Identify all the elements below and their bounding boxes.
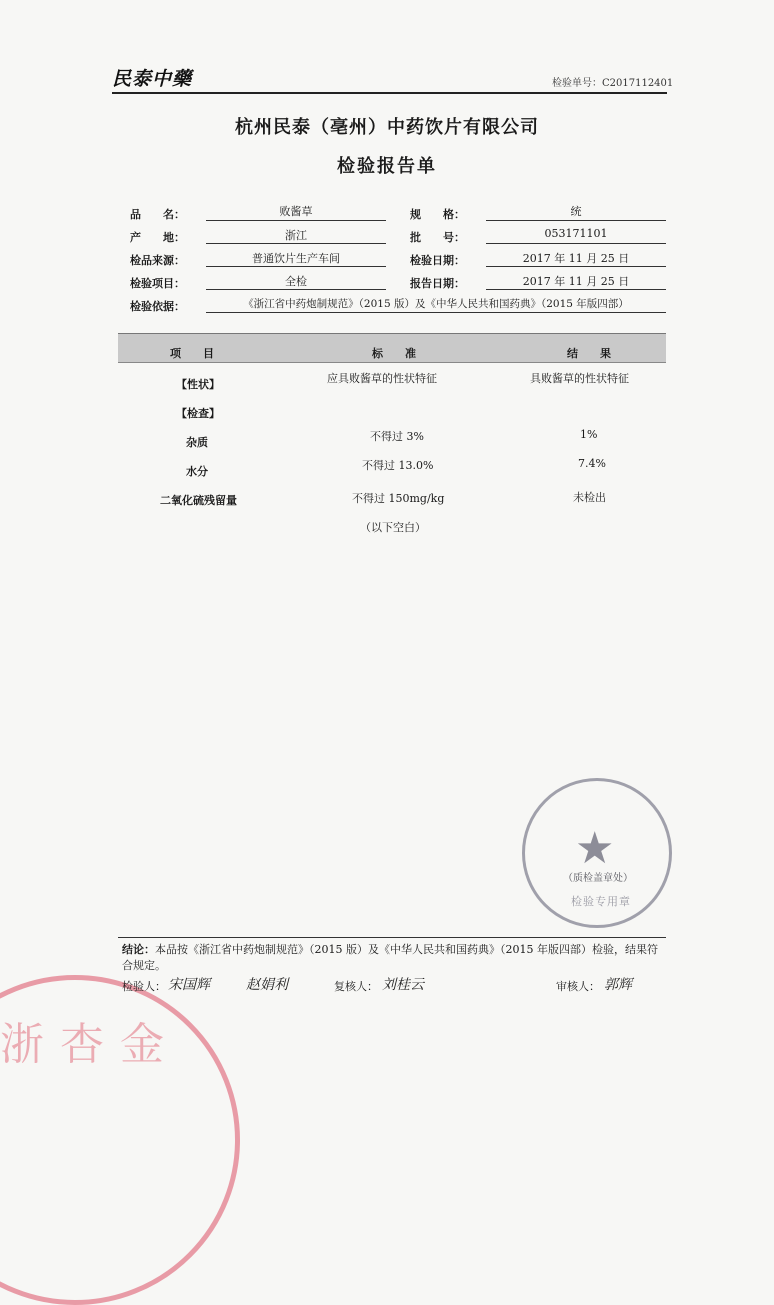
header-divider [112, 92, 667, 94]
inspect-date-value: 2017 年 11 月 25 日 [522, 252, 630, 265]
inspector-label: 检验人： [122, 980, 166, 993]
company-logo: 民泰中藥 [112, 68, 193, 90]
report-date-value: 2017 年 11 月 25 日 [522, 275, 630, 288]
basis-underline [206, 312, 666, 313]
inspector-signature-1: 宋国辉 [168, 977, 210, 993]
row-moisture-standard: 不得过 13.0% [362, 459, 434, 472]
spec-underline [486, 220, 666, 221]
row-appearance-result: 具败酱草的性状特征 [530, 372, 629, 385]
row-impurity-item: 杂质 [186, 436, 208, 449]
quality-stamp [522, 778, 672, 928]
items-underline [206, 289, 386, 290]
company-name: 杭州民泰（亳州）中药饮片有限公司 [235, 117, 539, 138]
batch-underline [486, 243, 666, 244]
header-item: 项 目 [170, 347, 214, 360]
conclusion-text: 本品按《浙江省中药炮制规范》（2015 版）及《中华人民共和国药典》（2015 年版四部）检验，结果符合规定。 [122, 943, 658, 972]
inspector-signature-2: 赵娟利 [246, 977, 288, 993]
inspect-date-label: 检验日期： [410, 254, 465, 267]
approver-signature: 郭辉 [604, 977, 632, 993]
spec-value: 统 [570, 205, 582, 218]
row-so2-item: 二氧化硫残留量 [160, 494, 237, 507]
header-standard: 标 准 [372, 347, 416, 360]
row-so2-standard: 不得过 150mg/kg [352, 492, 445, 505]
report-date-underline [486, 289, 666, 290]
stamp-bottom-text: 检验专用章 [571, 895, 631, 908]
items-label: 检验项目： [130, 277, 185, 290]
items-value: 全检 [285, 275, 307, 288]
stamp-star-icon: ★ [575, 823, 615, 874]
row-moisture-item: 水分 [186, 465, 208, 478]
batch-label: 批 号： [410, 231, 465, 244]
source-underline [206, 266, 386, 267]
row-appearance-standard: 应具败酱草的性状特征 [327, 372, 437, 385]
stamp-sub-text: （质检盖章处） [563, 873, 633, 884]
report-date-label: 报告日期： [410, 277, 465, 290]
red-seal-lettering: 浙杏金 [0, 1019, 180, 1070]
source-value: 普通饮片生产车间 [252, 252, 340, 265]
origin-value: 浙江 [285, 229, 307, 242]
end-note: （以下空白） [360, 521, 426, 534]
row-appearance-item: 【性状】 [176, 378, 220, 391]
reviewer-label: 复核人： [334, 980, 378, 993]
product-label: 品 名： [130, 208, 185, 221]
row-check-item: 【检查】 [176, 407, 220, 420]
basis-value: 《浙江省中药炮制规范》（2015 版）及《中华人民共和国药典》（2015 年版四部） [243, 298, 629, 310]
reviewer-signature: 刘桂云 [382, 977, 424, 993]
row-impurity-result: 1% [580, 428, 598, 441]
document-title: 检验报告单 [337, 156, 437, 177]
origin-label: 产 地： [130, 231, 185, 244]
spec-label: 规 格： [410, 208, 465, 221]
header-result: 结 果 [567, 347, 611, 360]
row-impurity-standard: 不得过 3% [370, 430, 424, 443]
product-value: 败酱草 [279, 205, 313, 218]
row-moisture-result: 7.4% [578, 457, 606, 470]
report-number: 检验单号：C2017112401 [552, 78, 674, 89]
conclusion-label: 结论： [122, 943, 155, 956]
approver-label: 审核人： [556, 980, 600, 993]
source-label: 检品来源： [130, 254, 185, 267]
product-underline [206, 220, 386, 221]
row-so2-result: 未检出 [573, 491, 606, 504]
inspect-date-underline [486, 266, 666, 267]
origin-underline [206, 243, 386, 244]
conclusion-divider [118, 937, 666, 938]
conclusion [122, 942, 668, 974]
batch-value: 053171101 [544, 227, 608, 240]
basis-label: 检验依据： [130, 300, 185, 313]
